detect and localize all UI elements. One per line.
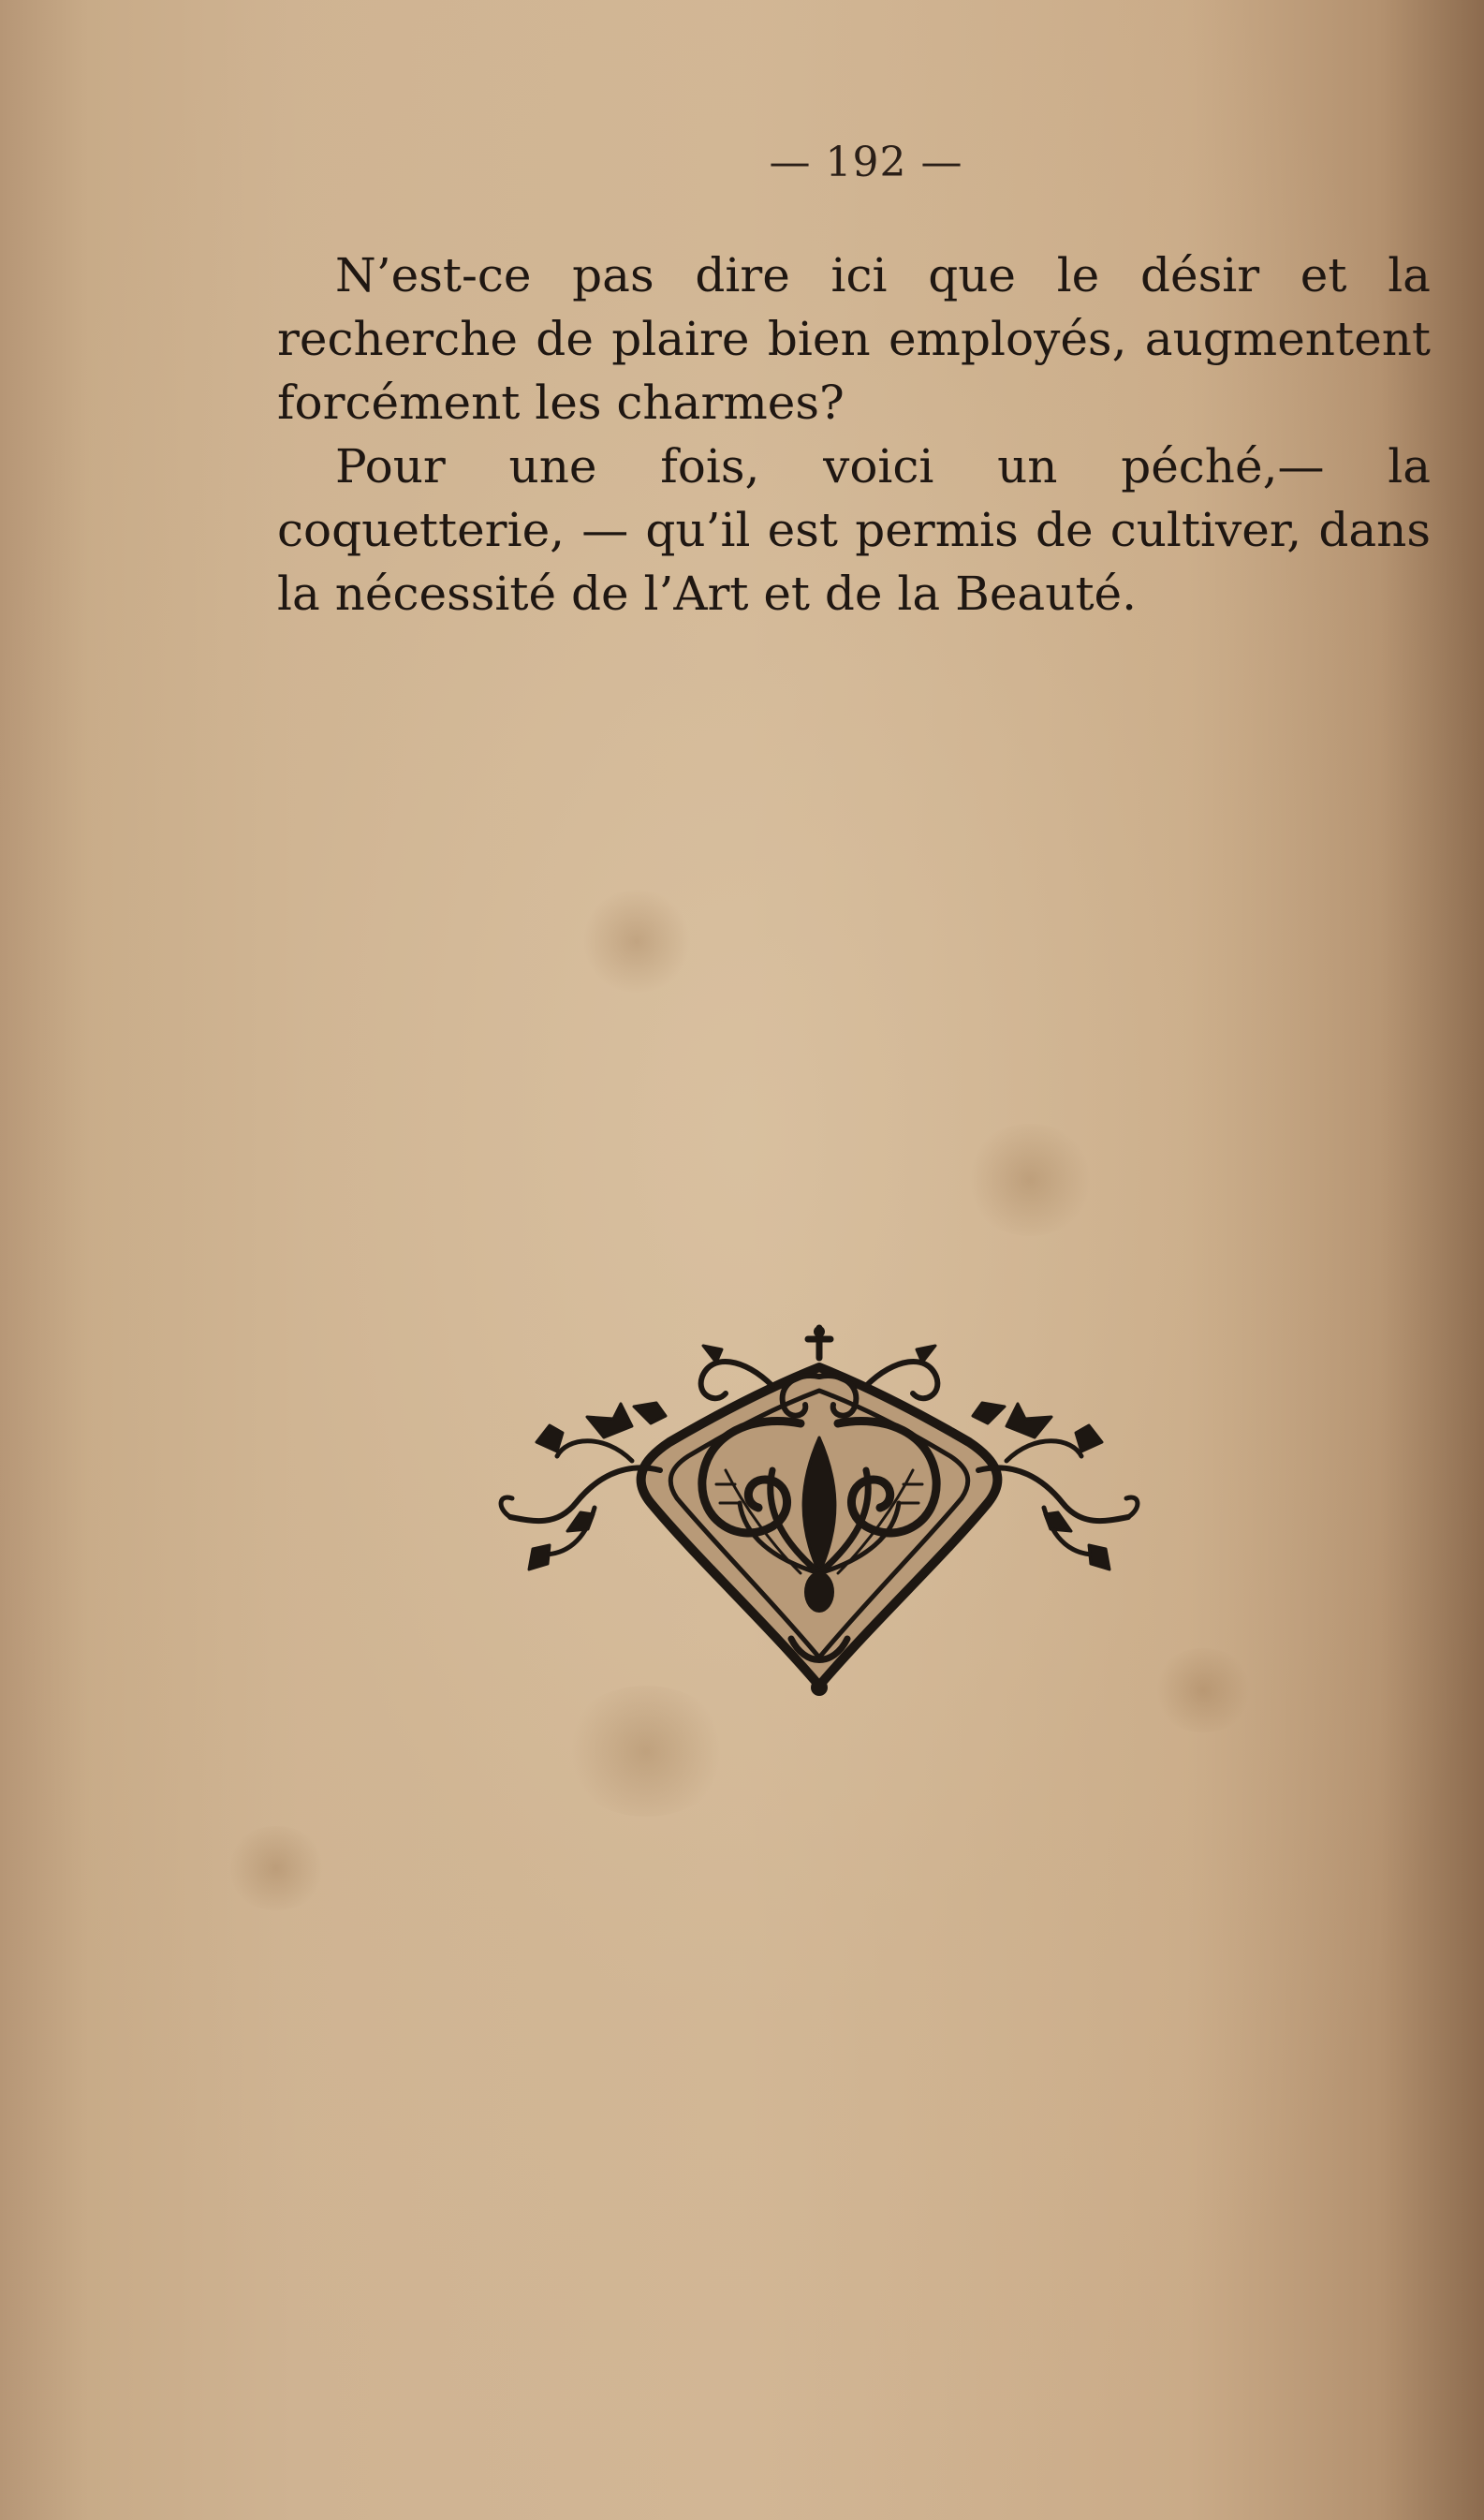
paper-stain [580,890,693,993]
paragraph-1: N’est-ce pas dire ici que le désir et la recherche de plaire bien employés, augmentent forcément les charmes? [277,248,1431,430]
paper-stain [562,1686,730,1817]
body-text [277,243,1431,626]
paper-stain [964,1124,1095,1236]
paragraph-2: Pour une fois, voici un péché,— la coquetterie, — qu’il est permis de cultiver, dans la nécessité de l’Art et de la Beauté. [277,439,1431,621]
page-number: — 192 — [769,139,963,186]
paper-stain [1152,1648,1255,1732]
floral-ornament-icon [492,1320,1147,1704]
paper-stain [225,1826,328,1910]
